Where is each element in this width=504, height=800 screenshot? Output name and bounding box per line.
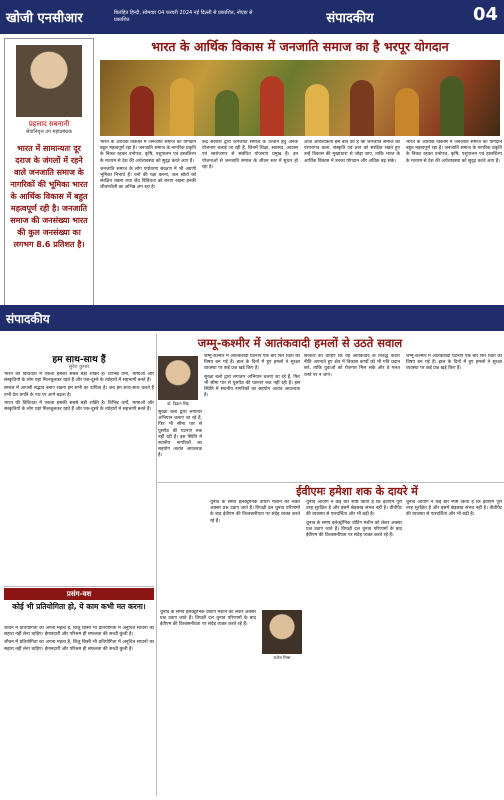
story2-headline: जम्मू-कश्मीर में आतंकवादी हमलों से उठते सवाल — [197, 336, 403, 350]
editorial-author: सुरेश कुमार — [68, 364, 90, 370]
section-divider — [158, 482, 504, 483]
lead-photo — [100, 60, 500, 136]
pull-quote: भारत में सामान्यतः दूर दराज के जंगलों में रहने वाले जनजाति समाज के नागरिकों की भूमिका भारत के आर्थिक विकास में बहुत महत्वपूर्ण रही है। जनजाति समाज की जनसंख्या भारत की कुल जनसंख्या का लगभग 8.6 प्रतिशत है। — [10, 144, 88, 249]
section-divider — [4, 586, 154, 587]
story3-column-2: चुनाव आयोग ने कई बार स्पष्ट किया है कि ईवीएम पूरी तरह सुरक्षित है और इसमें छेड़छाड़ संभव नहीं है। वीवीपैट की व्यवस्था से पारदर्शिता और भी बढ़ी है। चुनाव के समय इलेक्ट्रॉनिक वोटिंग मशीन को लेकर अक्सर प्रश्न उठाए जाते हैं। विपक्षी दल चुनाव परिणामों के बाद ईवीएम की विश्वसनीयता पर संदेह व्यक्त करते रहे हैं। — [306, 500, 402, 539]
lead-column-2: केंद्र सरकार द्वारा जनजाति समाज के उत्थान हेतु अनेक योजनाएं चलाई जा रही हैं, जिनमें शिक्षा, स्वास्थ्य, आवास एवं स्वरोजगार से संबंधित योजनाएं प्रमुख हैं। इन योजनाओं से जनजाति समाज के जीवन स्तर में सुधार हो रहा है। — [202, 140, 298, 170]
page-number: 04 — [472, 4, 498, 25]
story3-author-photo — [262, 610, 302, 654]
editorial-headline: हम साथ-साथ हैं — [52, 355, 106, 365]
opinion-body: जीवन में प्रतियोगिता का अपना महत्व है, किंतु किसी भी प्रतियोगिता में अनुचित साधनों का सहारा नहीं लेना चाहिए। ईमानदारी और परिश्रम ही सफलता की सच्ची कुंजी है। जीवन में प्रतियोगिता का अपना महत्व है, किंतु किसी भी प्रतियोगिता में अनुचित साधनों का सहारा नहीं लेना चाहिए। ईमानदारी और परिश्रम ही सफलता की सच्ची कुंजी है। — [4, 626, 154, 652]
author-name: प्रहलाद सबनानी — [28, 120, 70, 128]
story3-column-left: चुनाव के समय इलेक्ट्रॉनिक वोटिंग मशीन को लेकर अक्सर प्रश्न उठाए जाते हैं। विपक्षी दल चुनाव परिणामों के बाद ईवीएम की विश्वसनीयता पर संदेह व्यक्त करते रहे हैं। — [160, 610, 256, 628]
story2-column-narrow: सुरक्षा बलों द्वारा लगातार अभियान चलाए जा रहे हैं, फिर भी सीमा पार से घुसपैठ की घटनाएं रुक नहीं रही हैं। इस स्थिति में स्थानीय नागरिकों का सहयोग अत्यंत आवश्यक है। — [158, 410, 202, 459]
story2-author-caption: डॉ. विक्रम सिंह — [167, 401, 189, 406]
lead-column-3: आज आवश्यकता इस बात की है कि जनजाति समाज की परंपरागत कला, संस्कृति एवं ज्ञान को संरक्षित रखते हुए उन्हें विकास की मुख्यधारा से जोड़ा जाए, ताकि भारत के आर्थिक विकास में उनका योगदान और अधिक बढ़ सके। — [304, 140, 400, 164]
opinion-headline: कोई भी प्रतियोगिता हो, ये काम कभी मत करना। — [12, 602, 146, 611]
author-sidebar — [4, 38, 94, 306]
story2-column-3: जम्मू-कश्मीर में आतंकवादी घटनाएं एक बार फिर चिंता का विषय बन गई हैं। हाल के दिनों में हुए हमलों ने सुरक्षा व्यवस्था पर कई प्रश्न खड़े किए हैं। — [406, 354, 502, 372]
newspaper-brand: खोजी एनसीआर — [6, 11, 83, 26]
lead-column-4: भारत के आर्थिक विकास में जनजाति समाज का योगदान बहुत महत्वपूर्ण रहा है। जनजाति समाज के नागरिक प्रकृति के निकट रहकर वनोपज, कृषि, पशुपालन एवं हस्तशिल्प के माध्यम से देश की अर्थव्यवस्था को सुदृढ़ करते आए हैं। — [406, 140, 502, 164]
story3-column-1: चुनाव के समय इलेक्ट्रॉनिक वोटिंग मशीन को लेकर अक्सर प्रश्न उठाए जाते हैं। विपक्षी दल चुनाव परिणामों के बाद ईवीएम की विश्वसनीयता पर संदेह व्यक्त करते रहे हैं। — [210, 500, 300, 524]
edition-line: बिलंहित हिन्दी, सोमवार 04 फरवरी 2024 नई दिल्ली से प्रकाशित, नोएडा से प्रकाशित — [114, 10, 253, 23]
story2-author-photo — [158, 356, 198, 400]
masthead — [0, 0, 504, 34]
author-photo — [16, 45, 82, 117]
story3-headline: ईवीएमः हमेशा शक के दायरे में — [296, 485, 418, 498]
section-bar-label: संपादकीय — [6, 312, 50, 326]
column-divider — [156, 334, 157, 796]
story3-column-3: चुनाव आयोग ने कई बार स्पष्ट किया है कि ईवीएम पूरी तरह सुरक्षित है और इसमें छेड़छाड़ संभव नहीं है। वीवीपैट की व्यवस्था से पारदर्शिता और भी बढ़ी है। — [406, 500, 502, 518]
section-title: संपादकीय — [326, 11, 374, 26]
author-role: सेवानिवृत्त उप महाप्रबंधक — [25, 129, 73, 135]
lead-headline: भारत के आर्थिक विकास में जनजाति समाज का है भरपूर योगदान — [151, 39, 449, 54]
opinion-label: प्रसंग-वश — [4, 588, 154, 600]
story3-author-caption: राजेश मिश्रा — [273, 655, 291, 660]
lead-column-1: भारत के आर्थिक विकास में जनजाति समाज का योगदान बहुत महत्वपूर्ण रहा है। जनजाति समाज के नागरिक प्रकृति के निकट रहकर वनोपज, कृषि, पशुपालन एवं हस्तशिल्प के माध्यम से देश की अर्थव्यवस्था को सुदृढ़ करते आए हैं। जनजाति समाज के लोग पर्यावरण संरक्षण में भी अग्रणी भूमिका निभाते हैं। वनों की रक्षा करना, जल स्रोतों को संरक्षित रखना तथा जैव विविधता को बनाए रखना इनकी जीवनशैली का अभिन्न अंग रहा है। — [100, 140, 196, 191]
story2-column-1: जम्मू-कश्मीर में आतंकवादी घटनाएं एक बार फिर चिंता का विषय बन गई हैं। हाल के दिनों में हुए हमलों ने सुरक्षा व्यवस्था पर कई प्रश्न खड़े किए हैं। सुरक्षा बलों द्वारा लगातार अभियान चलाए जा रहे हैं, फिर भी सीमा पार से घुसपैठ की घटनाएं रुक नहीं रही हैं। इस स्थिति में स्थानीय नागरिकों का सहयोग अत्यंत आवश्यक है। — [204, 354, 300, 399]
editorial-body: भारत की विविधता में एकता इसकी सबसे बड़ी शक्ति है। विभिन्न धर्मों, भाषाओं और संस्कृतियों के लोग यहां मिलजुलकर रहते हैं और एक-दूसरे के त्योहारों में सहभागी बनते हैं। समाज में आपसी सद्भाव बनाए रखना हम सभी का दायित्व है। जब हम साथ-साथ चलते हैं तभी देश प्रगति के पथ पर आगे बढ़ता है। भारत की विविधता में एकता इसकी सबसे बड़ी शक्ति है। विभिन्न धर्मों, भाषाओं और संस्कृतियों के लोग यहां मिलजुलकर रहते हैं और एक-दूसरे के त्योहारों में सहभागी बनते हैं। — [4, 372, 154, 413]
section-bar — [0, 305, 504, 331]
story2-column-2: सरकार को चाहिए कि वह आतंकवाद के विरुद्ध कठोर नीति अपनाते हुए क्षेत्र में विकास कार्यों को भी गति प्रदान करे, ताकि युवाओं को रोजगार मिल सके और वे गलत रास्ते पर न जाएं। — [304, 354, 400, 378]
